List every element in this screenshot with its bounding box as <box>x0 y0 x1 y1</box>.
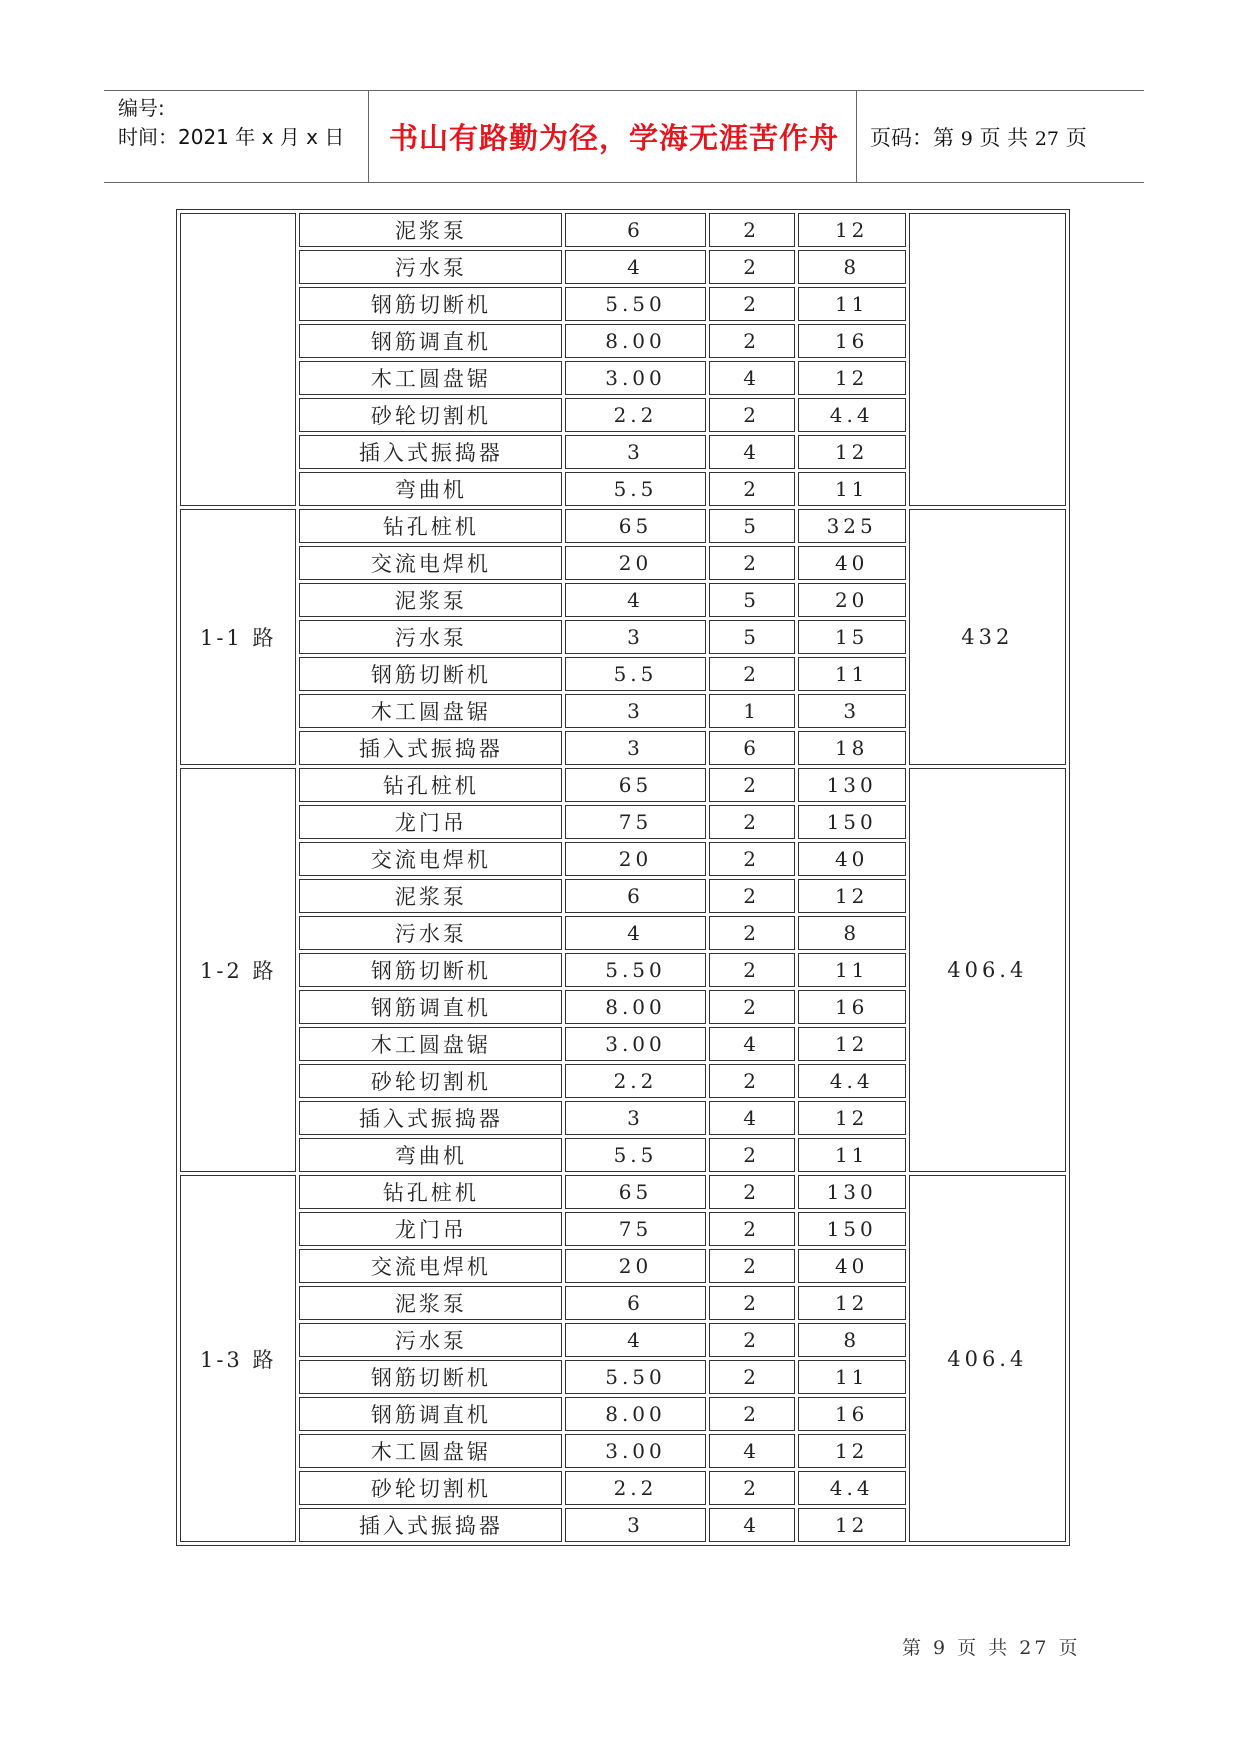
subtotal-power: 16 <box>798 324 906 358</box>
subtotal-power: 40 <box>798 842 906 876</box>
equipment-table-body <box>180 213 1066 1542</box>
quantity: 2 <box>709 805 795 839</box>
rated-power: 3.00 <box>565 361 705 395</box>
equipment-name: 木工圆盘锯 <box>299 361 562 395</box>
quantity: 2 <box>709 990 795 1024</box>
quantity: 2 <box>709 1323 795 1357</box>
subtotal-power: 12 <box>798 1101 906 1135</box>
subtotal-power: 4.4 <box>798 1064 906 1098</box>
subtotal-power: 3 <box>798 694 906 728</box>
equipment-table-wrapper <box>176 209 1070 1546</box>
equipment-name: 钻孔桩机 <box>299 768 562 802</box>
rated-power: 3 <box>565 620 705 654</box>
subtotal-power: 15 <box>798 620 906 654</box>
quantity: 5 <box>709 620 795 654</box>
table-row <box>180 1175 1066 1209</box>
subtotal-power: 11 <box>798 657 906 691</box>
equipment-load-table <box>176 209 1070 1546</box>
rated-power: 2.2 <box>565 1064 705 1098</box>
equipment-name: 钢筋切断机 <box>299 657 562 691</box>
subtotal-power: 130 <box>798 768 906 802</box>
page-footer: 第 9 页 共 27 页 <box>902 1637 1081 1659</box>
header-meta <box>118 94 344 152</box>
subtotal-power: 325 <box>798 509 906 543</box>
rated-power: 5.50 <box>565 287 705 321</box>
rated-power: 20 <box>565 842 705 876</box>
equipment-name: 弯曲机 <box>299 472 562 506</box>
equipment-name: 木工圆盘锯 <box>299 1434 562 1468</box>
quantity: 5 <box>709 583 795 617</box>
equipment-name: 木工圆盘锯 <box>299 1027 562 1061</box>
equipment-name: 龙门吊 <box>299 1212 562 1246</box>
subtotal-power: 40 <box>798 1249 906 1283</box>
subtotal-power: 11 <box>798 953 906 987</box>
rated-power: 65 <box>565 509 705 543</box>
equipment-name: 砂轮切割机 <box>299 1471 562 1505</box>
equipment-name: 龙门吊 <box>299 805 562 839</box>
equipment-name: 交流电焊机 <box>299 842 562 876</box>
equipment-name: 砂轮切割机 <box>299 1064 562 1098</box>
rated-power: 3 <box>565 694 705 728</box>
subtotal-power: 12 <box>798 1434 906 1468</box>
equipment-name: 交流电焊机 <box>299 1249 562 1283</box>
quantity: 2 <box>709 1064 795 1098</box>
subtotal-power: 130 <box>798 1175 906 1209</box>
subtotal-power: 20 <box>798 583 906 617</box>
quantity: 2 <box>709 1249 795 1283</box>
equipment-name: 木工圆盘锯 <box>299 694 562 728</box>
equipment-name: 插入式振捣器 <box>299 435 562 469</box>
rated-power: 3 <box>565 1101 705 1135</box>
header-motto: 书山有路勤为径，学海无涯苦作舟 <box>388 121 839 155</box>
subtotal-power: 11 <box>798 287 906 321</box>
equipment-name: 污水泵 <box>299 916 562 950</box>
equipment-name: 钢筋调直机 <box>299 990 562 1024</box>
equipment-name: 插入式振捣器 <box>299 1101 562 1135</box>
rated-power: 8.00 <box>565 324 705 358</box>
subtotal-power: 12 <box>798 435 906 469</box>
rated-power: 4 <box>565 1323 705 1357</box>
rated-power: 65 <box>565 768 705 802</box>
circuit-total: 406.4 <box>909 1175 1066 1542</box>
quantity: 2 <box>709 916 795 950</box>
quantity: 2 <box>709 953 795 987</box>
time-label: 时间：2021 年 x 月 x 日 <box>118 125 345 149</box>
subtotal-power: 8 <box>798 250 906 284</box>
quantity: 2 <box>709 472 795 506</box>
page-label-prefix: 页码：第 <box>870 126 954 150</box>
rated-power: 4 <box>565 916 705 950</box>
rated-power: 75 <box>565 805 705 839</box>
circuit-label: 1-1 路 <box>180 509 296 765</box>
subtotal-power: 150 <box>798 1212 906 1246</box>
circuit-label: 1-3 路 <box>180 1175 296 1542</box>
subtotal-power: 150 <box>798 805 906 839</box>
table-row <box>180 768 1066 802</box>
equipment-name: 交流电焊机 <box>299 546 562 580</box>
subtotal-power: 4.4 <box>798 398 906 432</box>
equipment-name: 插入式振捣器 <box>299 731 562 765</box>
quantity: 2 <box>709 398 795 432</box>
quantity: 4 <box>709 1101 795 1135</box>
equipment-name: 弯曲机 <box>299 1138 562 1172</box>
equipment-name: 泥浆泵 <box>299 583 562 617</box>
rated-power: 2.2 <box>565 1471 705 1505</box>
header-bottom-rule <box>104 182 1144 183</box>
header-top-rule <box>104 90 1144 91</box>
rated-power: 5.5 <box>565 657 705 691</box>
equipment-name: 污水泵 <box>299 250 562 284</box>
subtotal-power: 11 <box>798 1360 906 1394</box>
rated-power: 5.50 <box>565 1360 705 1394</box>
circuit-total: 432 <box>909 509 1066 765</box>
rated-power: 3.00 <box>565 1027 705 1061</box>
subtotal-power: 18 <box>798 731 906 765</box>
subtotal-power: 12 <box>798 1027 906 1061</box>
quantity: 4 <box>709 435 795 469</box>
rated-power: 6 <box>565 879 705 913</box>
quantity: 2 <box>709 1360 795 1394</box>
circuit-total: 406.4 <box>909 768 1066 1172</box>
quantity: 4 <box>709 1434 795 1468</box>
circuit-total <box>909 213 1066 506</box>
subtotal-power: 8 <box>798 1323 906 1357</box>
quantity: 4 <box>709 1508 795 1542</box>
subtotal-power: 12 <box>798 213 906 247</box>
equipment-name: 钢筋调直机 <box>299 1397 562 1431</box>
equipment-name: 钢筋切断机 <box>299 953 562 987</box>
subtotal-power: 11 <box>798 1138 906 1172</box>
equipment-name: 钻孔桩机 <box>299 1175 562 1209</box>
rated-power: 2.2 <box>565 398 705 432</box>
quantity: 2 <box>709 1471 795 1505</box>
quantity: 4 <box>709 1027 795 1061</box>
rated-power: 20 <box>565 1249 705 1283</box>
rated-power: 5.5 <box>565 1138 705 1172</box>
quantity: 2 <box>709 213 795 247</box>
subtotal-power: 11 <box>798 472 906 506</box>
equipment-name: 砂轮切割机 <box>299 398 562 432</box>
rated-power: 3.00 <box>565 1434 705 1468</box>
quantity: 2 <box>709 546 795 580</box>
subtotal-power: 40 <box>798 546 906 580</box>
rated-power: 3 <box>565 731 705 765</box>
equipment-name: 泥浆泵 <box>299 213 562 247</box>
rated-power: 20 <box>565 546 705 580</box>
rated-power: 5.5 <box>565 472 705 506</box>
equipment-name: 污水泵 <box>299 1323 562 1357</box>
quantity: 2 <box>709 1286 795 1320</box>
rated-power: 5.50 <box>565 953 705 987</box>
page-header <box>104 90 1144 184</box>
rated-power: 4 <box>565 583 705 617</box>
quantity: 2 <box>709 1397 795 1431</box>
quantity: 6 <box>709 731 795 765</box>
equipment-name: 污水泵 <box>299 620 562 654</box>
rated-power: 6 <box>565 213 705 247</box>
rated-power: 3 <box>565 1508 705 1542</box>
subtotal-power: 12 <box>798 1508 906 1542</box>
equipment-name: 泥浆泵 <box>299 1286 562 1320</box>
quantity: 2 <box>709 287 795 321</box>
quantity: 2 <box>709 1212 795 1246</box>
rated-power: 8.00 <box>565 990 705 1024</box>
header-page-number <box>870 122 1087 152</box>
subtotal-power: 12 <box>798 1286 906 1320</box>
quantity: 2 <box>709 879 795 913</box>
equipment-name: 钢筋切断机 <box>299 1360 562 1394</box>
page-current: 9 <box>960 128 973 150</box>
quantity: 1 <box>709 694 795 728</box>
rated-power: 4 <box>565 250 705 284</box>
quantity: 2 <box>709 657 795 691</box>
subtotal-power: 16 <box>798 1397 906 1431</box>
page-label-mid: 页 共 <box>979 126 1029 150</box>
rated-power: 8.00 <box>565 1397 705 1431</box>
subtotal-power: 12 <box>798 879 906 913</box>
quantity: 4 <box>709 361 795 395</box>
quantity: 2 <box>709 842 795 876</box>
subtotal-power: 8 <box>798 916 906 950</box>
equipment-name: 泥浆泵 <box>299 879 562 913</box>
equipment-name: 钢筋切断机 <box>299 287 562 321</box>
rated-power: 3 <box>565 435 705 469</box>
circuit-label <box>180 213 296 506</box>
quantity: 2 <box>709 768 795 802</box>
equipment-name: 钢筋调直机 <box>299 324 562 358</box>
page-label-suffix: 页 <box>1065 126 1087 150</box>
table-row <box>180 213 1066 247</box>
rated-power: 6 <box>565 1286 705 1320</box>
quantity: 2 <box>709 324 795 358</box>
table-row <box>180 509 1066 543</box>
equipment-name: 钻孔桩机 <box>299 509 562 543</box>
rated-power: 65 <box>565 1175 705 1209</box>
quantity: 2 <box>709 1175 795 1209</box>
serial-label: 编号: <box>118 96 165 120</box>
quantity: 5 <box>709 509 795 543</box>
subtotal-power: 16 <box>798 990 906 1024</box>
quantity: 2 <box>709 250 795 284</box>
quantity: 2 <box>709 1138 795 1172</box>
equipment-name: 插入式振捣器 <box>299 1508 562 1542</box>
subtotal-power: 12 <box>798 361 906 395</box>
circuit-label: 1-2 路 <box>180 768 296 1172</box>
page-total: 27 <box>1034 128 1060 150</box>
rated-power: 75 <box>565 1212 705 1246</box>
subtotal-power: 4.4 <box>798 1471 906 1505</box>
